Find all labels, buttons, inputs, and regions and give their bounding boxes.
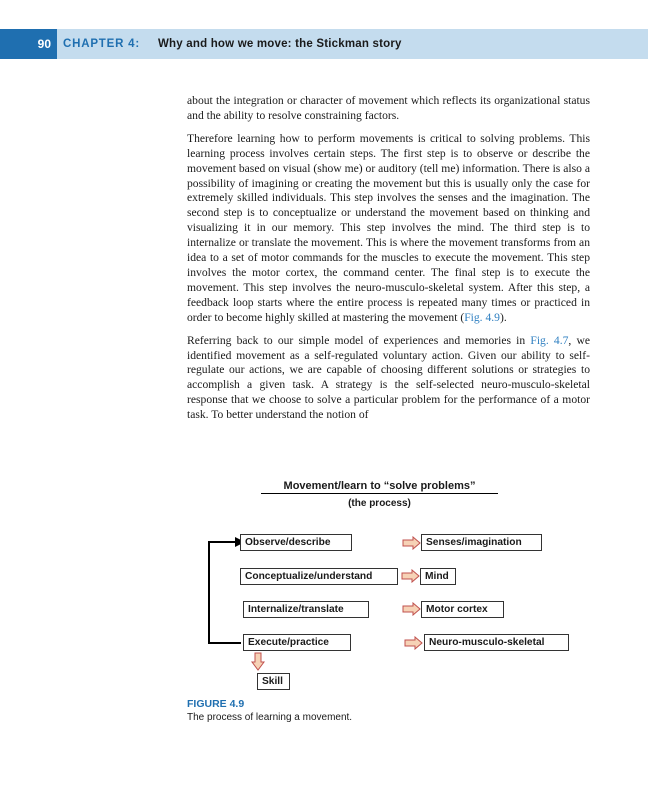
figure-subtitle: (the process) — [348, 498, 411, 509]
arrow-right-icon — [404, 636, 424, 650]
step-internalize-translate: Internalize/translate — [243, 601, 369, 618]
involves-neuro-musculo-skeletal: Neuro-musculo-skeletal — [424, 634, 569, 651]
step-execute-practice: Execute/practice — [243, 634, 351, 651]
paragraph-3-text: Referring back to our simple model of experiences and memories in — [187, 333, 531, 347]
involves-motor-cortex: Motor cortex — [421, 601, 504, 618]
involves-senses-imagination: Senses/imagination — [421, 534, 542, 551]
page-number: 90 — [0, 29, 57, 59]
figure-4-9 — [187, 478, 590, 703]
paragraph-3 — [187, 334, 590, 423]
feedback-loop-bracket — [201, 532, 243, 648]
figure-label: FIGURE 4.9 — [187, 698, 245, 710]
running-header — [0, 29, 648, 59]
arrow-down-icon — [251, 652, 265, 672]
paragraph-2 — [187, 132, 590, 326]
paragraph-3-rest: , we identified movement as a self-regulated voluntary action. Given our ability to self-regulate our actions, we are capable of choosing different solutions or strategies to accomplish a given task. A strategy is the self-selected neuro-musculo-skeletal response that we choose to solve a particular problem for the performance of a motor task. To better understand the notion of — [187, 333, 590, 422]
chapter-title: Why and how we move: the Stickman story — [158, 38, 402, 50]
figure-caption: The process of learning a movement. — [187, 712, 353, 723]
involves-mind: Mind — [420, 568, 456, 585]
step-conceptualize-understand: Conceptualize/understand — [240, 568, 398, 585]
paragraph-2-end: ). — [499, 310, 507, 324]
outcome-skill: Skill — [257, 673, 290, 690]
step-observe-describe: Observe/describe — [240, 534, 352, 551]
paragraph-1: about the integration or character of movement which reflects its organizational status and the ability to resolve constraining factors. — [187, 94, 590, 122]
body-text — [187, 94, 590, 431]
arrow-right-icon — [402, 602, 422, 616]
paragraph-2-text: Therefore learning how to perform movements is critical to solving problems. This learning process involves certain steps. The first step is to observe or describe the movement based on visual (show me) or auditory (tell me) information. There is also a possibility of imagining or creating the movement but this is usually only the case for extremely skilled individuals. This step involves the senses and the imagination. The second step is to conceptualize or understand the movement based on thinking and visualizing it in our memory. This step involves the mind. The third step is to internalize or translate the movement. This is where the movement transforms from an idea to a set of motor commands for the muscles to execute the movement. This step involves the motor cortex, the command center. The final step is to execute the movement. This step involves the neuro-musculo-skeletal system. After this step, a feedback loop starts where the entire process is repeated many times or practiced in order to become highly skilled at mastering the movement ( — [187, 131, 590, 324]
arrow-right-icon — [402, 536, 422, 550]
figure-title: Movement/learn to “solve problems” — [261, 480, 498, 494]
chapter-label: CHAPTER 4: — [63, 38, 141, 50]
arrow-right-icon — [401, 569, 421, 583]
figure-4-7-link[interactable]: Fig. 4.7 — [530, 333, 569, 347]
figure-4-9-link[interactable]: Fig. 4.9 — [464, 310, 500, 324]
